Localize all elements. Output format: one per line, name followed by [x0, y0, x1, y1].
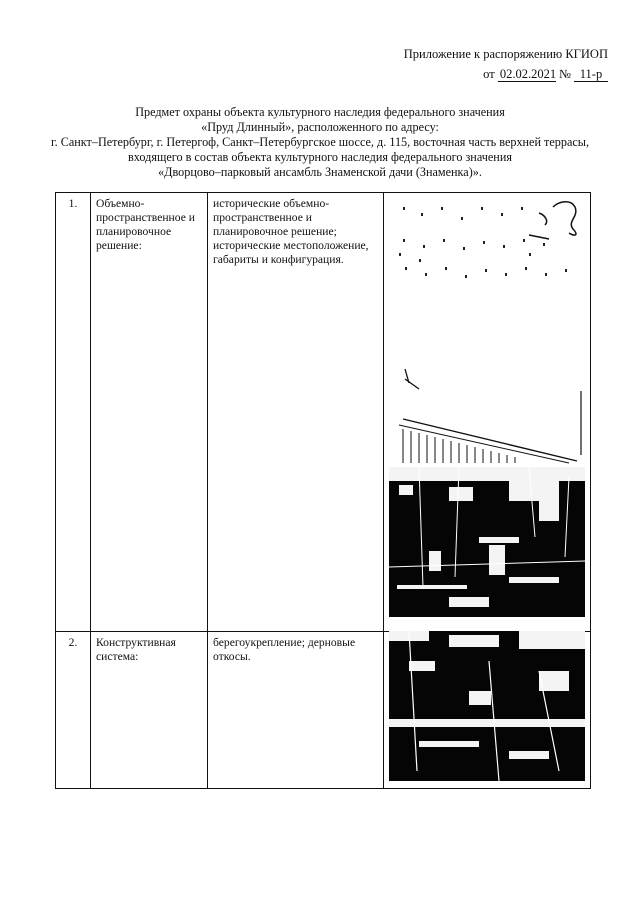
decree-number: 11-р: [574, 67, 608, 82]
description-cell: исторические объемно-пространственное и планировочное решение; исторические местоположение, габариты и конфигурация.: [208, 193, 384, 632]
decree-date: 02.02.2021: [499, 67, 557, 81]
heading-line: Предмет охраны объекта культурного наследия федерального значения: [135, 105, 505, 119]
heading-line: «Дворцово–парковый ансамбль Знаменской дачи (Знаменка)».: [158, 165, 482, 179]
number-prefix: №: [558, 67, 571, 81]
date-prefix: от: [483, 67, 495, 81]
table-row: [56, 632, 591, 789]
scheme-image: [389, 193, 585, 465]
row-number: 1.: [56, 193, 91, 632]
feature-cell: Объемно-пространственное и планировочное решение:: [91, 193, 208, 632]
annex-title: Приложение к распоряжению КГИОП: [403, 47, 608, 61]
row-number: 2.: [56, 632, 91, 789]
decree-reference: [483, 67, 608, 82]
table-row: [56, 193, 591, 632]
heading-line: «Пруд Длинный», расположенного по адресу:: [201, 120, 439, 134]
description-cell: берегоукрепление; дерновые откосы.: [208, 632, 384, 789]
photo-cell: [384, 632, 591, 789]
protection-subject-table: [55, 192, 591, 789]
heading-line: входящего в состав объекта культурного наследия федерального значения: [128, 150, 512, 164]
photo-cell: [384, 193, 591, 632]
feature-cell: Конструктивная система:: [91, 632, 208, 789]
document-heading: [20, 105, 620, 180]
heading-line: г. Санкт–Петербург, г. Петергоф, Санкт–Петербургское шоссе, д. 115, восточная часть верхней террасы,: [50, 135, 590, 149]
site-photo: [389, 467, 585, 617]
site-photo: [389, 631, 585, 781]
